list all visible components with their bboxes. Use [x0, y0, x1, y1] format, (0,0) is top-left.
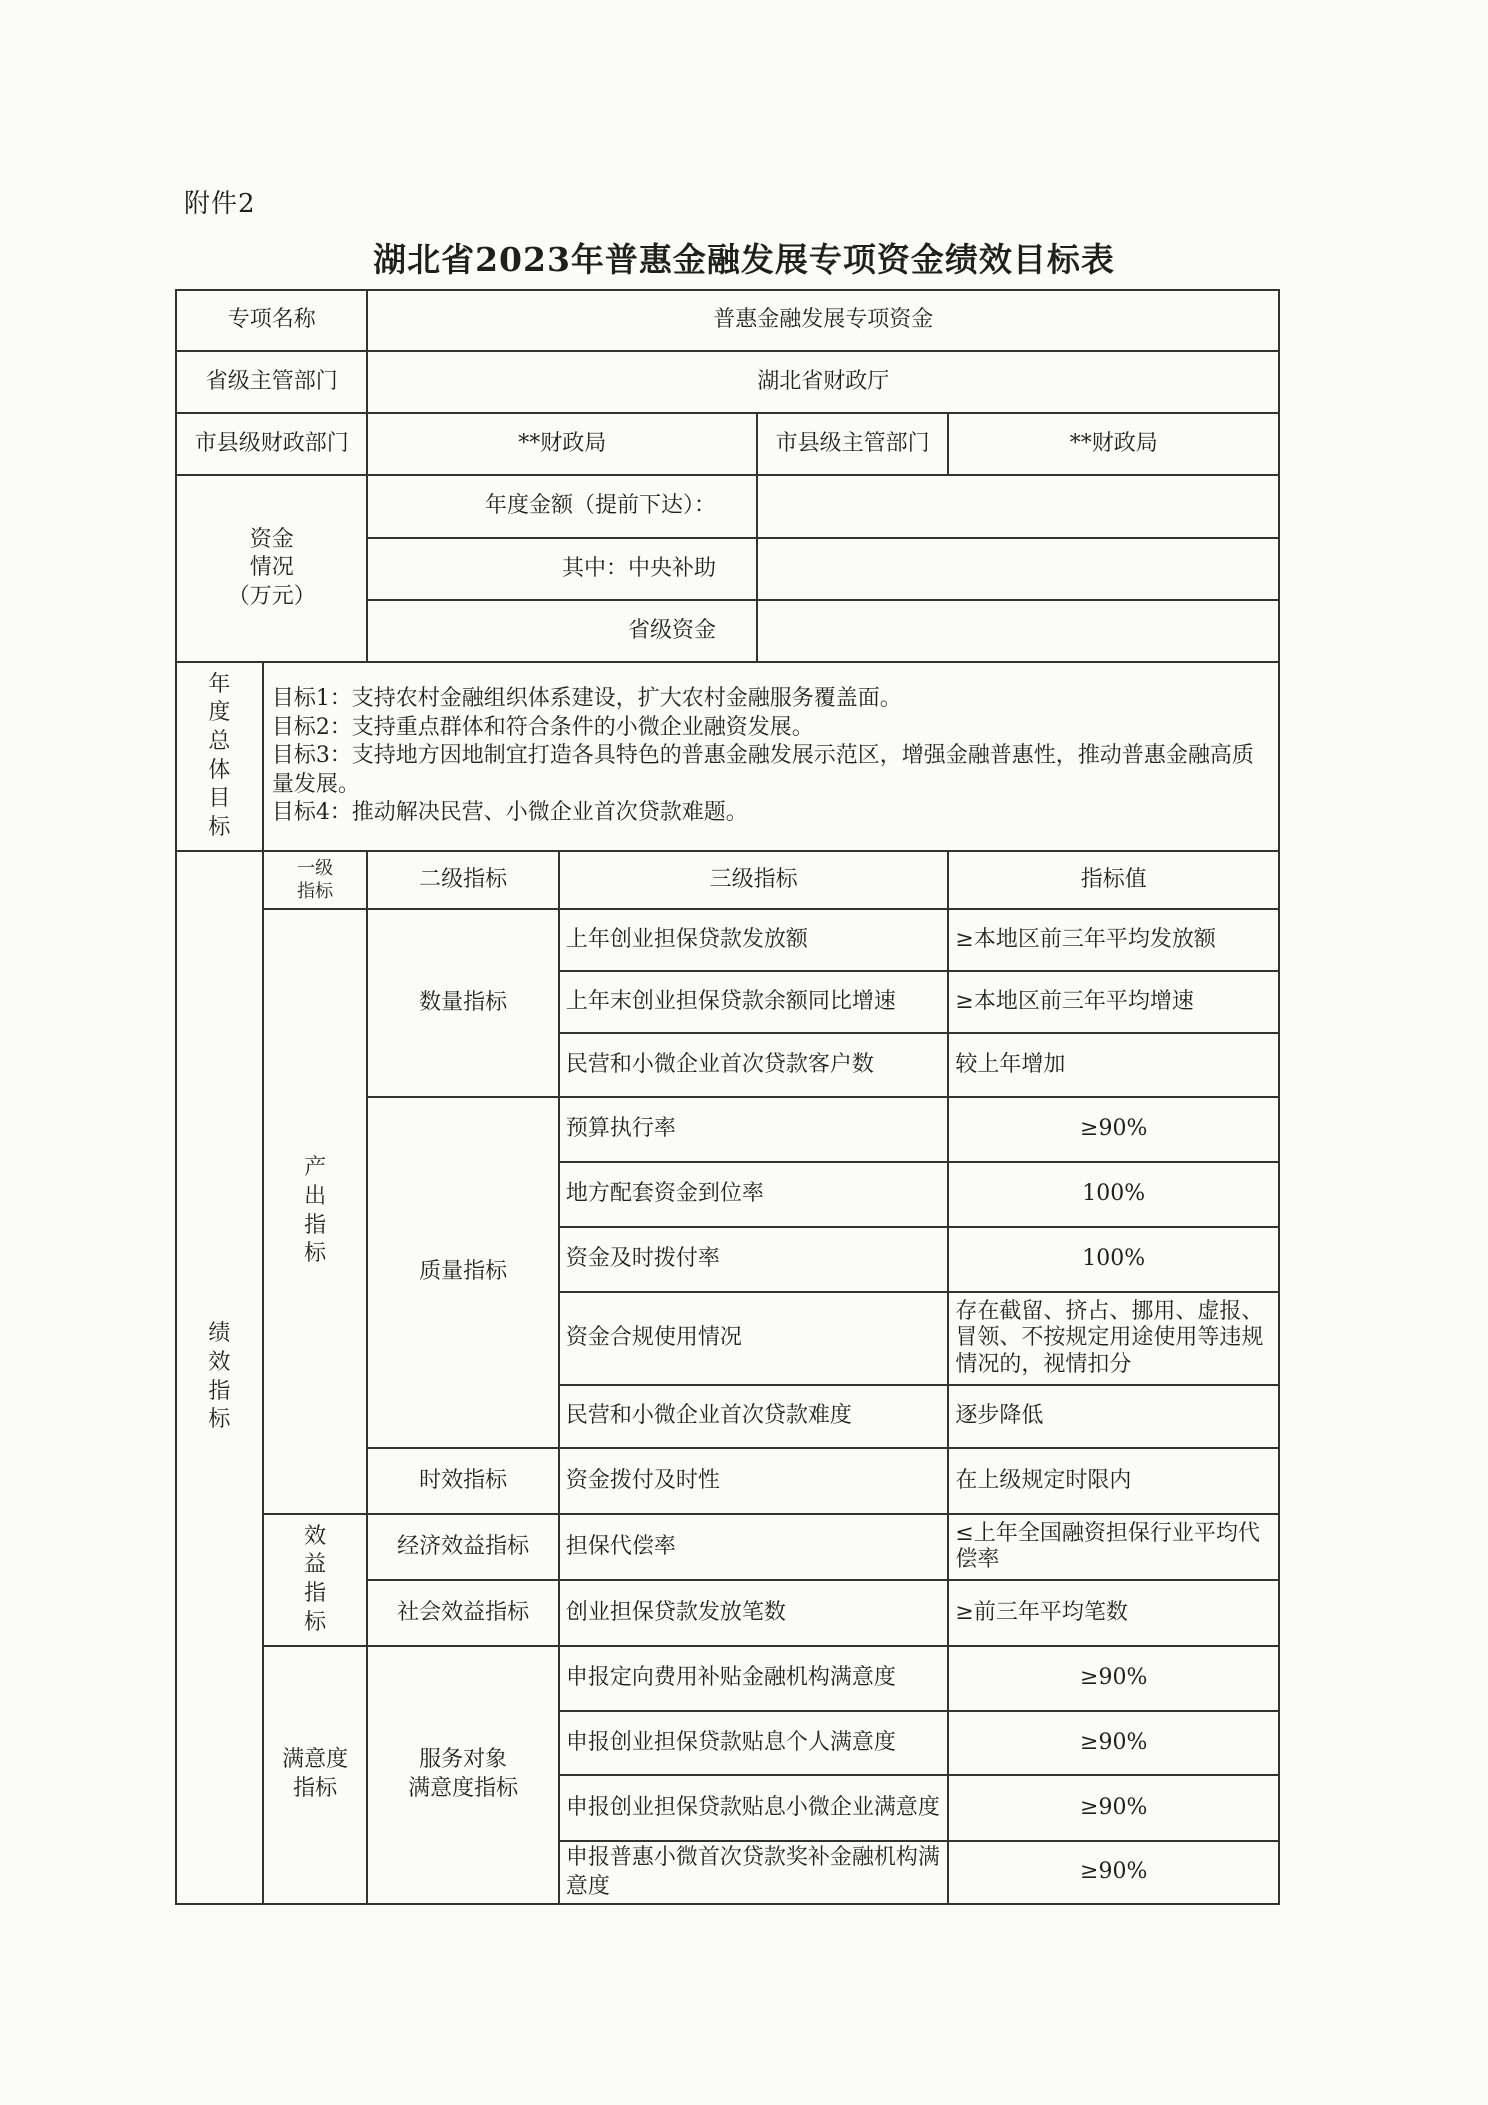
level1-header	[263, 851, 368, 909]
table-row	[176, 909, 1279, 971]
value-header: 指标值	[948, 851, 1279, 909]
satisfaction-label-line2: 指标	[293, 1776, 338, 1801]
table-row	[176, 1514, 1279, 1580]
section-label-char: 绩	[208, 1321, 231, 1347]
output-label-char: 出	[304, 1183, 327, 1209]
funds-label-line2: 情况	[249, 555, 294, 581]
project-name-label: 专项名称	[176, 290, 367, 351]
indicator-name: 上年创业担保贷款发放额	[559, 909, 949, 971]
indicator-name: 创业担保贷款发放笔数	[559, 1580, 949, 1646]
city-finance-value: **财政局	[367, 413, 757, 475]
level2-header: 二级指标	[367, 851, 558, 909]
indicator-value: 在上级规定时限内	[948, 1448, 1279, 1514]
indicator-name: 民营和小微企业首次贷款难度	[559, 1385, 949, 1448]
output-indicators-label	[263, 909, 368, 1514]
section-label-char: 标	[208, 1407, 231, 1433]
row-indicator-header	[176, 851, 1279, 909]
attachment-label: 附件2	[184, 189, 256, 219]
benefit-label-char: 指	[304, 1581, 327, 1606]
row-city-depts	[176, 413, 1279, 475]
service-satisfaction-label	[367, 1646, 558, 1904]
city-finance-label: 市县级财政部门	[176, 413, 367, 475]
central-subsidy-label: 其中：中央补助	[367, 538, 757, 600]
output-label-char: 指	[304, 1212, 327, 1238]
goals-label-char: 年	[208, 671, 231, 697]
indicator-value: ≥90%	[948, 1097, 1279, 1162]
row-provincial-dept	[176, 351, 1279, 413]
provincial-funds-value	[757, 600, 1279, 662]
service-label-line2: 满意度指标	[408, 1776, 519, 1801]
economic-benefit-label: 经济效益指标	[367, 1514, 558, 1580]
performance-indicators-label	[176, 851, 263, 1904]
row-project-name	[176, 290, 1279, 351]
row-annual-goals	[176, 662, 1279, 851]
central-subsidy-value	[757, 538, 1279, 600]
section-label-char: 效	[208, 1349, 231, 1375]
city-dept-value: **财政局	[948, 413, 1279, 475]
goals-label-char: 目	[208, 786, 231, 812]
goal-item: 目标3：支持地方因地制宜打造各具特色的普惠金融发展示范区，增强金融普惠性，推动普惠金融高质量发展。	[271, 743, 1254, 797]
indicator-name: 担保代偿率	[559, 1514, 949, 1580]
goals-label-char: 总	[208, 728, 231, 754]
output-label-char: 标	[304, 1241, 327, 1267]
funds-label	[176, 475, 367, 662]
indicator-name: 上年末创业担保贷款余额同比增速	[559, 971, 949, 1033]
funds-label-line3: （万元）	[227, 583, 316, 609]
satisfaction-indicators-label	[263, 1646, 368, 1904]
section-label-char: 指	[208, 1378, 231, 1404]
indicator-name: 资金及时拨付率	[559, 1227, 949, 1292]
benefit-label-char: 标	[304, 1609, 327, 1635]
project-name-value: 普惠金融发展专项资金	[367, 290, 1279, 351]
indicator-value: 100%	[948, 1227, 1279, 1292]
performance-target-table	[175, 289, 1280, 1905]
indicator-name: 申报普惠小微首次贷款奖补金融机构满意度	[559, 1841, 949, 1904]
indicator-value: 100%	[948, 1162, 1279, 1227]
level1-header-line2: 指标	[297, 881, 334, 902]
indicator-value: 存在截留、挤占、挪用、虚报、冒领、不按规定用途使用等违规情况的，视情扣分	[948, 1292, 1279, 1385]
provincial-dept-value: 湖北省财政厅	[367, 351, 1279, 413]
funds-label-line1: 资金	[249, 526, 294, 552]
benefit-label-char: 效	[304, 1523, 327, 1549]
satisfaction-label-line1: 满意度	[282, 1747, 349, 1773]
goal-item: 目标2：支持重点群体和符合条件的小微企业融资发展。	[271, 714, 814, 740]
indicator-value: ≥90%	[948, 1775, 1279, 1841]
timeliness-indicators-label: 时效指标	[367, 1448, 558, 1514]
goals-label-char: 标	[208, 814, 231, 840]
benefit-indicators-label	[263, 1514, 368, 1646]
indicator-name: 地方配套资金到位率	[559, 1162, 949, 1227]
level3-header: 三级指标	[559, 851, 949, 909]
social-benefit-label: 社会效益指标	[367, 1580, 558, 1646]
indicator-value: 较上年增加	[948, 1033, 1279, 1097]
indicator-value: ≤上年全国融资担保行业平均代偿率	[948, 1514, 1279, 1580]
annual-goals-label	[176, 662, 263, 851]
indicator-name: 民营和小微企业首次贷款客户数	[559, 1033, 949, 1097]
city-dept-label: 市县级主管部门	[757, 413, 948, 475]
indicator-value: ≥90%	[948, 1711, 1279, 1775]
indicator-value: ≥本地区前三年平均增速	[948, 971, 1279, 1033]
level1-header-line1: 一级	[297, 857, 334, 879]
annual-amount-label: 年度金额（提前下达）：	[367, 475, 757, 538]
quantity-indicators-label: 数量指标	[367, 909, 558, 1097]
indicator-value: ≥本地区前三年平均发放额	[948, 909, 1279, 971]
indicator-name: 申报定向费用补贴金融机构满意度	[559, 1646, 949, 1711]
annual-amount-value	[757, 475, 1279, 538]
indicator-value: ≥90%	[948, 1646, 1279, 1711]
indicator-name: 申报创业担保贷款贴息小微企业满意度	[559, 1775, 949, 1841]
indicator-name: 申报创业担保贷款贴息个人满意度	[559, 1711, 949, 1775]
output-label-char: 产	[304, 1155, 327, 1181]
indicator-name: 资金拨付及时性	[559, 1448, 949, 1514]
goals-label-char: 体	[208, 757, 231, 783]
page-title: 湖北省2023年普惠金融发展专项资金绩效目标表	[373, 240, 1115, 279]
indicator-name: 资金合规使用情况	[559, 1292, 949, 1385]
quality-indicators-label: 质量指标	[367, 1097, 558, 1448]
goal-item: 目标4：推动解决民营、小微企业首次贷款难题。	[271, 800, 748, 826]
indicator-name: 预算执行率	[559, 1097, 949, 1162]
indicator-value: ≥前三年平均笔数	[948, 1580, 1279, 1646]
provincial-dept-label: 省级主管部门	[176, 351, 367, 413]
goals-label-char: 度	[208, 700, 231, 726]
benefit-label-char: 益	[304, 1552, 327, 1578]
table-row	[176, 1646, 1279, 1711]
service-label-line1: 服务对象	[419, 1747, 508, 1773]
indicator-value: ≥90%	[948, 1841, 1279, 1904]
provincial-funds-label: 省级资金	[367, 600, 757, 662]
indicator-value: 逐步降低	[948, 1385, 1279, 1448]
goal-item: 目标1：支持农村金融组织体系建设，扩大农村金融服务覆盖面。	[271, 686, 902, 712]
annual-goals-text	[263, 662, 1279, 851]
row-annual-amount	[176, 475, 1279, 538]
